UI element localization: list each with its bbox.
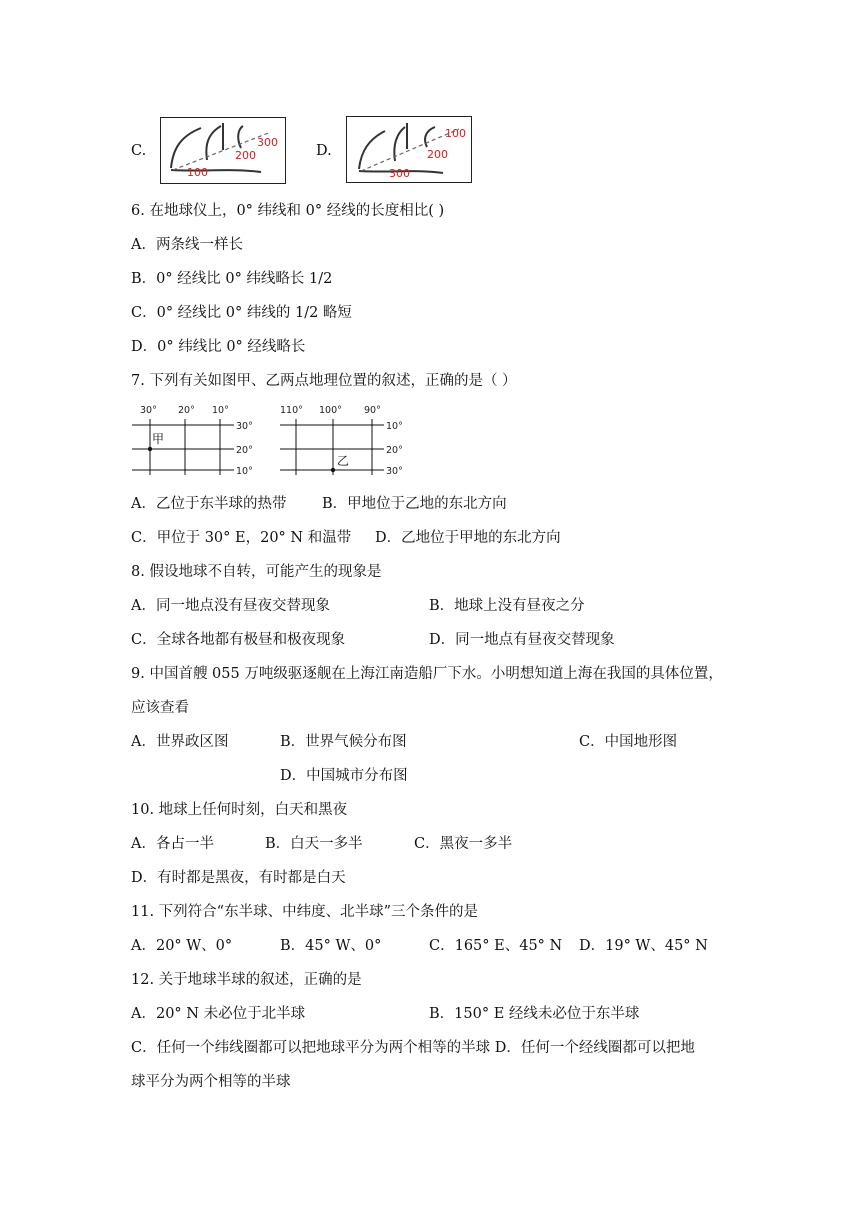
q7-map-a-lat-3: 10° bbox=[236, 466, 253, 477]
q6-option-b: B．0° 经线比 0° 纬线略长 1/2 bbox=[131, 271, 333, 287]
q7-map-b-lat-2: 20° bbox=[386, 445, 403, 456]
q5-figure-d bbox=[346, 116, 472, 183]
q7-map-a-lat-2: 20° bbox=[236, 445, 253, 456]
q10-option-b: B．白天一多半 bbox=[265, 836, 363, 852]
q11-stem: 11. 下列符合“东半球、中纬度、北半球”三个条件的是 bbox=[131, 904, 478, 920]
q8-stem: 8. 假设地球不自转，可能产生的现象是 bbox=[131, 564, 382, 580]
q7-map-b-lon-1: 110° bbox=[280, 405, 303, 416]
q5-fig-d-label-1: 100 bbox=[445, 127, 466, 140]
q7-map-b-lat-3: 30° bbox=[386, 466, 403, 477]
q9-option-c: C．中国地形图 bbox=[579, 734, 678, 750]
q11-option-c: C．165° E、45° N bbox=[429, 938, 563, 954]
q6-stem: 6. 在地球仪上，0° 纬线和 0° 经线的长度相比( ) bbox=[131, 203, 445, 219]
q11-option-d: D．19° W、45° N bbox=[579, 938, 708, 954]
q5-fig-c-label-1: 300 bbox=[257, 136, 278, 149]
q5-fig-c-label-3: 100 bbox=[187, 166, 208, 179]
q9-option-d: D．中国城市分布图 bbox=[280, 768, 408, 784]
q7-map-a bbox=[130, 401, 270, 479]
q7-map-a-lat-1: 30° bbox=[236, 421, 253, 432]
q8-option-b: B．地球上没有昼夜之分 bbox=[429, 598, 585, 614]
q5-option-d-label: D. bbox=[316, 143, 332, 159]
q5-fig-d-label-2: 200 bbox=[427, 148, 448, 161]
q10-option-d: D．有时都是黑夜，有时都是白天 bbox=[131, 870, 346, 886]
q8-option-d: D．同一地点有昼夜交替现象 bbox=[429, 632, 615, 648]
q11-option-b: B．45° W、0° bbox=[280, 938, 382, 954]
q9-option-b: B．世界气候分布图 bbox=[280, 734, 407, 750]
q11-option-a: A．20° W、0° bbox=[131, 938, 233, 954]
q10-option-a: A．各占一半 bbox=[131, 836, 214, 852]
q12-stem: 12. 关于地球半球的叙述，正确的是 bbox=[131, 972, 362, 988]
q7-option-d: D．乙地位于甲地的东北方向 bbox=[375, 530, 561, 546]
q7-option-c: C．甲位于 30° E，20° N 和温带 bbox=[131, 530, 352, 546]
q8-option-c: C．全球各地都有极昼和极夜现象 bbox=[131, 632, 346, 648]
q7-map-a-lon-3: 10° bbox=[212, 405, 229, 416]
q12-option-cd-line-2: 球平分为两个相等的半球 bbox=[131, 1074, 291, 1090]
q7-stem: 7. 下列有关如图甲、乙两点地理位置的叙述，正确的是（ ） bbox=[131, 373, 517, 389]
q7-map-a-lon-2: 20° bbox=[178, 405, 195, 416]
q7-point-yi: 乙 bbox=[337, 454, 350, 468]
q9-stem-line-2: 应该查看 bbox=[131, 700, 189, 716]
q5-fig-c-label-2: 200 bbox=[235, 149, 256, 162]
q7-point-jia: 甲 bbox=[152, 432, 165, 446]
q7-map-b-lon-3: 90° bbox=[364, 405, 381, 416]
q6-option-c: C．0° 经线比 0° 纬线的 1/2 略短 bbox=[131, 305, 352, 321]
q6-option-d: D．0° 纬线比 0° 经线略长 bbox=[131, 339, 306, 355]
q5-fig-d-label-3: 300 bbox=[389, 167, 410, 180]
q10-option-c: C．黑夜一多半 bbox=[414, 836, 513, 852]
q5-figure-c bbox=[160, 117, 286, 184]
q5-option-c-label: C. bbox=[131, 143, 147, 159]
q9-stem-line-1: 9. 中国首艘 055 万吨级驱逐舰在上海江南造船厂下水。小明想知道上海在我国的具体位置， bbox=[131, 666, 723, 682]
q7-option-b: B．甲地位于乙地的东北方向 bbox=[322, 496, 507, 512]
q12-option-b: B．150° E 经线未必位于东半球 bbox=[429, 1006, 640, 1022]
q7-map-b bbox=[278, 401, 418, 479]
q7-map-b-lat-1: 10° bbox=[386, 421, 403, 432]
q7-map-b-lon-2: 100° bbox=[319, 405, 342, 416]
q9-option-a: A．世界政区图 bbox=[131, 734, 229, 750]
q8-option-a: A．同一地点没有昼夜交替现象 bbox=[131, 598, 330, 614]
q6-option-a: A．两条线一样长 bbox=[131, 237, 243, 253]
q12-option-a: A．20° N 未必位于北半球 bbox=[131, 1006, 306, 1022]
q7-option-a: A．乙位于东半球的热带 bbox=[131, 496, 287, 512]
q7-map-a-lon-1: 30° bbox=[140, 405, 157, 416]
q12-option-cd-line-1: C．任何一个纬线圈都可以把地球平分为两个相等的半球 D．任何一个经线圈都可以把地 bbox=[131, 1040, 695, 1056]
q10-stem: 10. 地球上任何时刻，白天和黑夜 bbox=[131, 802, 348, 818]
